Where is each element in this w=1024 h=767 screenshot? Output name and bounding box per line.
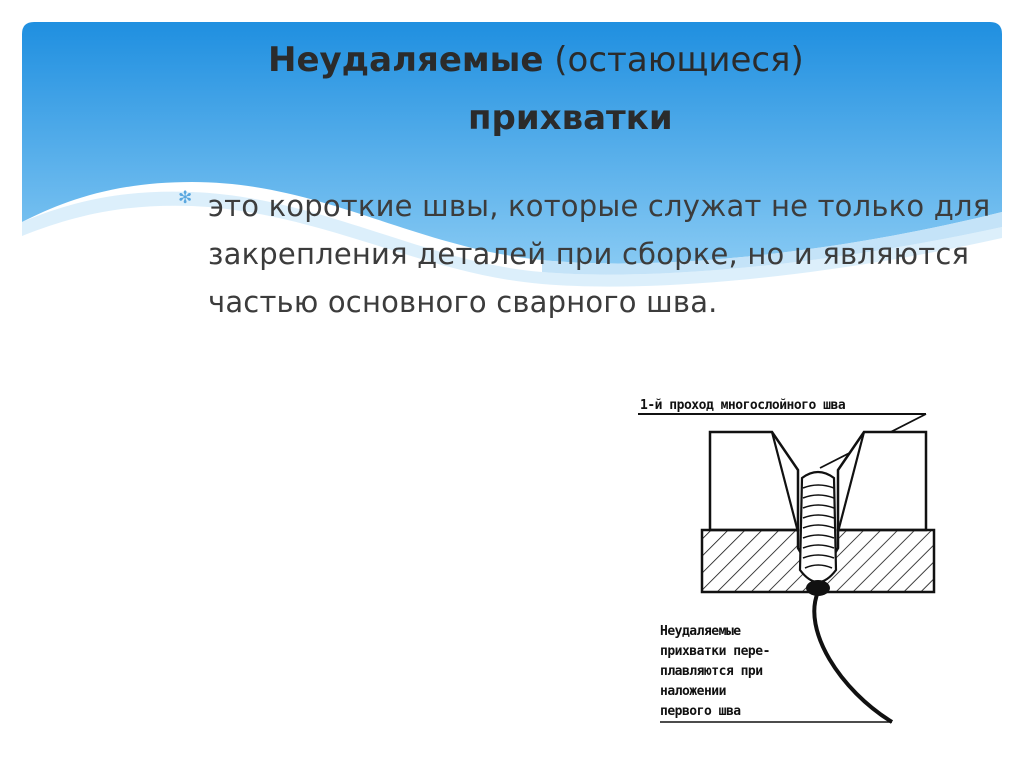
bullet-text: это короткие швы, которые служат не только для закрепления деталей при сборке, но и являются частью основного сварного шва. bbox=[208, 189, 991, 319]
title-bold: Неудаляемые bbox=[268, 40, 544, 80]
title-regular: (остающиеся) bbox=[554, 40, 804, 80]
bullet-star-icon: ✻ bbox=[178, 188, 193, 208]
figure-top-label: 1-й проход многослойного шва bbox=[640, 398, 846, 413]
note-leader bbox=[814, 592, 892, 722]
weld-diagram bbox=[630, 390, 950, 735]
title-line2: прихватки bbox=[468, 98, 673, 138]
slide-title bbox=[268, 38, 948, 140]
bullet-item bbox=[178, 182, 998, 326]
figure-note: Неудаляемые прихватки пере- плавляются при наложении первого шва bbox=[660, 624, 770, 719]
